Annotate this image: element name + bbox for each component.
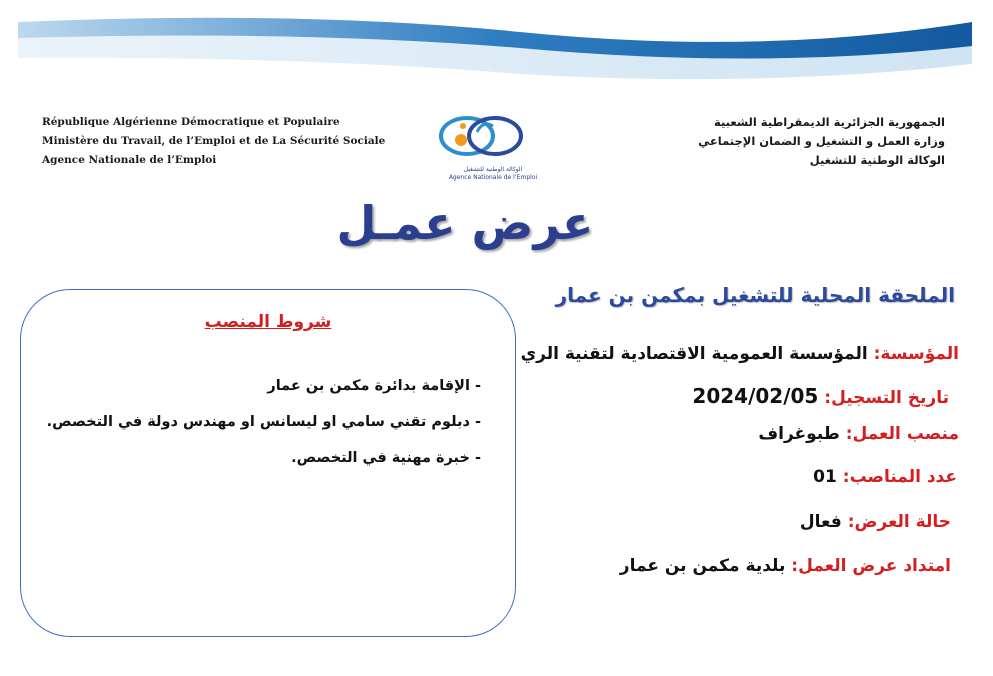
scope-row [620,556,951,576]
condition-item: - الإقامة بدائرة مكمن بن عمار [267,378,481,394]
page-title: عرض عمـل [336,196,594,250]
count-label: عدد المناصب: [842,467,957,487]
condition-item: - دبلوم تقني سامي او ليسانس او مهندس دولة في التخصص. [46,414,481,430]
conditions-title: شروط المنصب [204,312,332,332]
logo-caption-ar: الوكالة الوطنية للتشغيل [463,166,523,173]
count-value: 01 [813,467,837,487]
anem-logo-icon [433,110,553,166]
status-label: حالة العرض: [847,512,951,532]
count-row [813,467,957,487]
job-conditions-box [20,289,516,637]
status-value: فعال [799,512,842,532]
position-value: طبوغراف [758,424,840,444]
condition-item: - خبرة مهنية في التخصص. [291,450,481,466]
agency-name: الملحقة المحلية للتشغيل بمكمن بن عمار [555,283,955,307]
header-fr-line-2: Ministère du Travail, de l’Emploi et de La Sécurité Sociale [42,135,386,147]
header-ar-line-1: الجمهورية الجزائرية الديمقراطية الشعبية [713,115,945,129]
position-row [758,424,959,444]
header-fr-line-3: Agence Nationale de l’Emploi [42,154,217,166]
anem-logo [433,110,553,188]
company-label: المؤسسة: [873,344,959,364]
conditions-list [47,368,481,476]
header-fr-line-1: République Algérienne Démocratique et Populaire [42,116,340,128]
scope-value: بلدية مكمن بن عمار [619,556,786,576]
date-value: 2024/02/05 [692,384,819,408]
header-ar-line-3: الوكالة الوطنية للتشغيل [809,153,945,167]
status-row [800,512,951,532]
position-label: منصب العمل: [845,424,959,444]
logo-caption-fr: Agence Nationale de l’Emploi [448,174,538,181]
date-label: تاريخ التسجيل: [824,388,949,408]
scope-label: امتداد عرض العمل: [791,556,951,576]
header-arabic [565,113,945,170]
company-row [521,344,959,364]
header-french [42,113,422,170]
header-ar-line-2: وزارة العمل و التشغيل و الضمان الإجتماعي [698,134,945,148]
header-banner [0,0,993,100]
company-value: المؤسسة العمومية الاقتصادية لتقنية الري [520,344,868,364]
date-row [692,384,949,408]
